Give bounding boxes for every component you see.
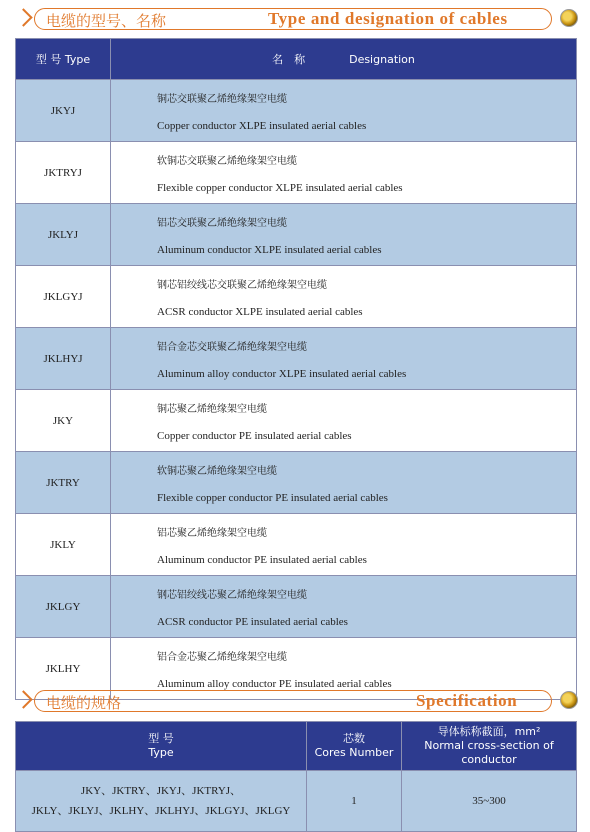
designation-cell: [111, 328, 577, 390]
designation-cn: 铝芯交联聚乙烯绝缘架空电缆: [157, 217, 287, 229]
chevron-right-icon: [14, 8, 32, 26]
type-cell: JKLY: [16, 514, 111, 576]
types-line-1: JKY、JKTRY、JKYJ、JKTRYJ、: [80, 785, 242, 797]
table-header-row: [16, 722, 577, 771]
header-cores-cn: 芯数: [343, 732, 365, 745]
table-row: [16, 142, 577, 204]
chevron-right-icon: [14, 690, 32, 708]
designation-cell: [111, 452, 577, 514]
designation-cell: [111, 204, 577, 266]
header-type: [16, 722, 307, 771]
types-cell: [16, 771, 307, 832]
type-cell: JKLHY: [16, 638, 111, 700]
table-row: [16, 452, 577, 514]
designation-cell: [111, 514, 577, 576]
type-cell: JKTRYJ: [16, 142, 111, 204]
gold-emblem-icon: [560, 9, 578, 27]
types-line-2: JKLY、JKLYJ、JKLHY、JKLHYJ、JKLGYJ、JKLGY: [31, 805, 291, 817]
header-type-en: Type: [148, 746, 174, 759]
gold-emblem-icon: [560, 691, 578, 709]
table-row: [16, 204, 577, 266]
designation-en: Aluminum alloy conductor XLPE insulated aerial cables: [157, 367, 407, 380]
type-cell: JKLHYJ: [16, 328, 111, 390]
designation-table: [15, 38, 577, 700]
table-row: [16, 514, 577, 576]
cross-section-cell: 35~300: [402, 771, 577, 832]
designation-cn: 铝芯聚乙烯绝缘架空电缆: [157, 527, 267, 539]
designation-cell: [111, 576, 577, 638]
header-cores: [307, 722, 402, 771]
designation-en: Copper conductor PE insulated aerial cables: [157, 429, 352, 442]
designation-cn: 铝合金芯交联聚乙烯绝缘架空电缆: [157, 341, 307, 353]
type-cell: JKLGY: [16, 576, 111, 638]
type-cell: JKTRY: [16, 452, 111, 514]
header-type: 型 号 Type: [16, 39, 111, 80]
designation-en: Aluminum conductor PE insulated aerial cables: [157, 553, 367, 566]
header-cross-section: [402, 722, 577, 771]
designation-en: ACSR conductor XLPE insulated aerial cables: [157, 305, 363, 318]
designation-en: Aluminum conductor XLPE insulated aerial cables: [157, 243, 382, 256]
table-row: [16, 80, 577, 142]
designation-en: Aluminum alloy conductor PE insulated aerial cables: [157, 677, 392, 690]
table-row: [16, 390, 577, 452]
table-header-row: [16, 39, 577, 80]
designation-cn: 铜芯交联聚乙烯绝缘架空电缆: [157, 93, 287, 105]
designation-en: Copper conductor XLPE insulated aerial cables: [157, 119, 367, 132]
designation-en: Flexible copper conductor XLPE insulated aerial cables: [157, 181, 403, 194]
table-row: [16, 328, 577, 390]
type-cell: JKYJ: [16, 80, 111, 142]
designation-cn: 钢芯铝绞线芯聚乙烯绝缘架空电缆: [157, 589, 307, 601]
section-title-en: Type and designation of cables: [268, 9, 508, 28]
designation-en: ACSR conductor PE insulated aerial cables: [157, 615, 348, 628]
section-heading-specification: [0, 690, 590, 716]
table-row: [16, 771, 577, 832]
designation-cell: [111, 390, 577, 452]
header-type-cn: 型 号: [148, 732, 174, 745]
header-cross-section-en: Normal cross-section of conductor: [424, 739, 554, 766]
type-cell: JKY: [16, 390, 111, 452]
designation-cn: 软铜芯聚乙烯绝缘架空电缆: [157, 465, 277, 477]
table-row: [16, 266, 577, 328]
table-row: [16, 576, 577, 638]
designation-cn: 铝合金芯聚乙烯绝缘架空电缆: [157, 651, 287, 663]
section-title-cn: 电缆的型号、名称: [46, 12, 167, 30]
cores-cell: 1: [307, 771, 402, 832]
section-heading-type-designation: [0, 8, 590, 34]
specification-table: [15, 721, 577, 832]
designation-cn: 钢芯铝绞线芯交联聚乙烯绝缘架空电缆: [157, 279, 327, 291]
type-cell: JKLGYJ: [16, 266, 111, 328]
designation-cell: [111, 266, 577, 328]
header-cores-en: Cores Number: [314, 746, 394, 759]
section-title-cn: 电缆的规格: [46, 694, 122, 712]
header-designation: 名 称 Designation: [111, 39, 577, 80]
section-title-en: Specification: [416, 691, 518, 710]
designation-cn: 铜芯聚乙烯绝缘架空电缆: [157, 403, 267, 415]
designation-en: Flexible copper conductor PE insulated aerial cables: [157, 491, 388, 504]
type-cell: JKLYJ: [16, 204, 111, 266]
designation-cell: [111, 142, 577, 204]
designation-cell: [111, 80, 577, 142]
header-cross-section-cn: 导体标称截面，mm²: [437, 725, 541, 738]
designation-cn: 软铜芯交联聚乙烯绝缘架空电缆: [157, 155, 297, 167]
